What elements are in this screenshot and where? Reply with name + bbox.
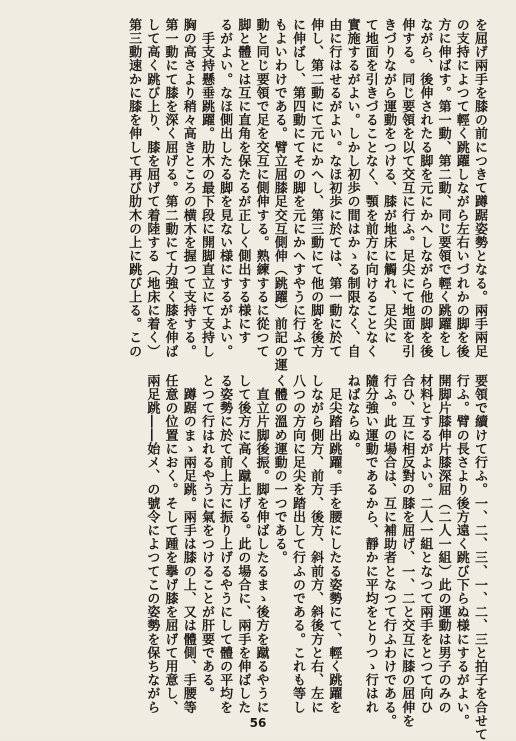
text-column: しながら側方、前方、後方、斜前方、斜後方と右、左に — [308, 374, 324, 714]
text-column: 隨分強い運動であるから、靜かに平均をとりつゝ行はれ — [362, 374, 378, 714]
text-column: 第三動速かに膝を伸して再び肋木の上に跳び上る。この — [126, 18, 142, 358]
text-column: 實施するがよい。しかし初歩の間はかゝる制限なく、自 — [344, 18, 360, 358]
text-column: して高く跳び上り、膝を屈げて着陸する（地床に着く） — [144, 18, 160, 358]
text-column: 足尖踏出跳躍。手を腰にしたる姿勢にて、輕く跳躍を — [326, 374, 342, 714]
text-column: 第一動にて膝を深く屈げる。第二動にて力強く膝を伸ば — [162, 18, 178, 358]
text-column: 伸し、第二動にて元にかへし、第三動にて他の脚を後方 — [308, 18, 324, 358]
text-column: きづりながら運動をつける、膝が地床に觸れ、足尖に — [380, 18, 396, 345]
text-column: とつて行はれるやうに氣をつけることが肝要である。 — [198, 374, 214, 701]
text-column: く體の溫め運動の一つである。 — [271, 374, 287, 565]
text-column: るがよい。なほ側出したる脚を見ない様にするがよい。 — [217, 18, 233, 358]
text-column: もよいわけである。臂立屈膝足交互側伸（跳躍）前記の運 — [271, 18, 287, 372]
text-column: て地面を引きづることなく、顎を前方に向けることなく — [362, 18, 378, 358]
text-column: を屈げ兩手を膝の前につきて蹲踞姿勢となる。兩手兩足 — [472, 18, 487, 358]
text-column: 方に伸ばす。第一動、第二動、同じ要領で輕く跳躍をし — [435, 18, 451, 358]
text-column: 八つの方向に足尖を踏出して行ふのである。これも等し — [289, 374, 305, 714]
text-column: 由に行はせるがよい。なほ初歩に於ては、第一動に於て — [326, 18, 342, 358]
text-column: 行ふ。臂の長さより後方遠く跳び下らぬ様にするがよい。 — [453, 374, 469, 728]
text-column: る姿勢に於て前上方に振り上げるやうにして體の平均を — [217, 374, 233, 714]
text-column: 合ひ、互に相反對の膝を屈げ、一、二と交互に膝の屈伸を — [399, 374, 415, 728]
text-column: 兩足跳――始メ、の號令によつてこの姿勢を保ちながら — [144, 374, 160, 714]
text-column: 胸の高さより稍々高きところの横木を握つて支持する。 — [180, 18, 196, 358]
text-column: ながら、後伸されたる脚を元にかへしながら他の脚を後 — [417, 18, 433, 358]
text-column: に伸ばし、第四動にてその脚を元にかへすやうに行ふて — [289, 18, 305, 358]
page-number: 56 — [249, 716, 267, 730]
text-column: して後方に高く蹴上げる。此の場合に、兩手を伸ばした — [235, 374, 251, 714]
text-column: 動と同じ要領で足を交互に側伸する。熟練するに從つて — [253, 18, 269, 358]
text-column: 伸する。同じ要領を以て交互に行ふ。足尖にて地面を引 — [399, 18, 415, 358]
text-column: 要領で續けて行ふ。一、二、三、一、二、三と拍子を合せて — [472, 374, 487, 741]
text-column: 脚と體とは互に直角を保たるが正しく側出する様にす — [235, 18, 251, 345]
text-column: 開脚片膝伸片膝深屈（二人一組）此の運動は男子のみの — [435, 374, 451, 714]
text-column: 直立片脚後振。脚を伸ばしたるまゝ後方を蹴るやうに — [253, 374, 269, 714]
text-column: ねばならぬ。 — [344, 374, 360, 456]
text-column: 蹲踞のまゝ兩足跳。兩手は膝の上、又は體側、手腰等 — [180, 374, 196, 714]
text-column: の支持によつて輕く跳躍しながら左右いづれかの脚を後 — [453, 18, 469, 358]
text-column: 行ふ。此の場合は、互に補助者となつて行ふわけである。 — [380, 374, 396, 728]
text-column: 手支持懸垂跳躍。肋木の最下段に開脚直立にて支持し — [198, 18, 214, 358]
text-column: 材料とするがよい。二人一組となつて兩手をとつて向ひ — [417, 374, 433, 714]
upper-text-block — [6, 18, 488, 370]
text-column: 任意の位置におく。そして踵を擧げ膝を屈げて用意し、 — [162, 374, 178, 714]
